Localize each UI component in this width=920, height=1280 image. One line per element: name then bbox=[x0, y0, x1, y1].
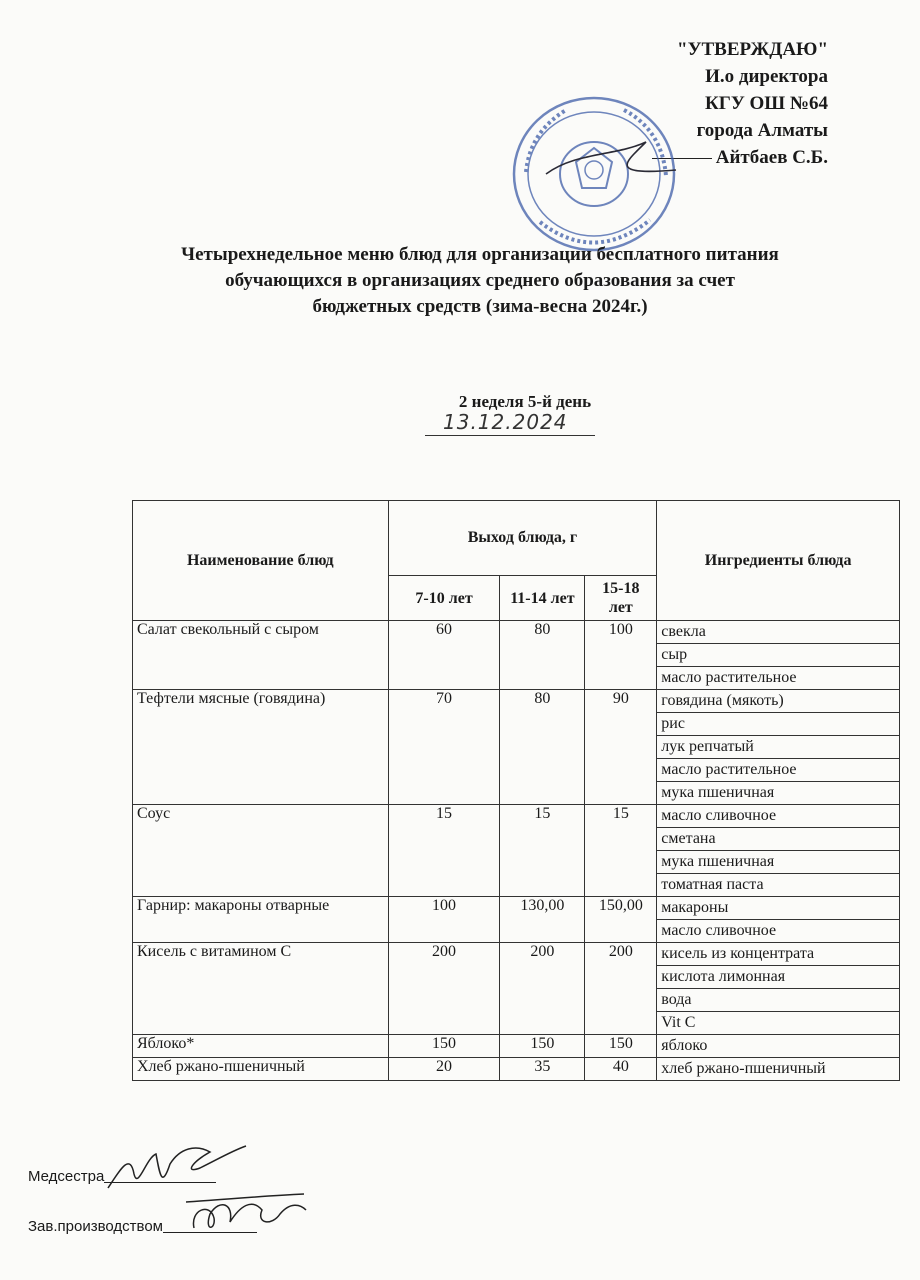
approval-city: города Алматы bbox=[696, 120, 828, 141]
ingredient: рис bbox=[657, 713, 900, 736]
age-group-header: 11-14 лет bbox=[500, 576, 585, 621]
portion-value: 100 bbox=[585, 621, 657, 690]
col-dish-header: Наименование блюд bbox=[133, 501, 389, 621]
table-row bbox=[133, 943, 900, 966]
menu-table bbox=[132, 500, 900, 1081]
portion-value: 15 bbox=[500, 805, 585, 897]
portion-value: 130,00 bbox=[500, 897, 585, 943]
menu-body bbox=[133, 621, 900, 1081]
table-row bbox=[133, 621, 900, 644]
portion-value: 15 bbox=[388, 805, 500, 897]
portion-value: 150 bbox=[388, 1035, 500, 1058]
dish-name: Хлеб ржано-пшеничный bbox=[133, 1058, 389, 1081]
ingredient: масло сливочное bbox=[657, 920, 900, 943]
portion-value: 200 bbox=[585, 943, 657, 1035]
table-row bbox=[133, 690, 900, 713]
portion-value: 90 bbox=[585, 690, 657, 805]
ingredient: вода bbox=[657, 989, 900, 1012]
col-output-header: Выход блюда, г bbox=[388, 501, 657, 576]
ingredient: мука пшеничная bbox=[657, 782, 900, 805]
table-row bbox=[133, 805, 900, 828]
ingredient: лук репчатый bbox=[657, 736, 900, 759]
table-row bbox=[133, 897, 900, 920]
ingredient: макароны bbox=[657, 897, 900, 920]
ingredient: мука пшеничная bbox=[657, 851, 900, 874]
portion-value: 200 bbox=[388, 943, 500, 1035]
approval-org: КГУ ОШ №64 bbox=[704, 93, 828, 114]
ingredient: Vit C bbox=[657, 1012, 900, 1035]
portion-value: 40 bbox=[585, 1058, 657, 1081]
ingredient: масло сливочное bbox=[657, 805, 900, 828]
ingredient: масло растительное bbox=[657, 759, 900, 782]
dish-name: Соус bbox=[133, 805, 389, 897]
ingredient: кисель из концентрата bbox=[657, 943, 900, 966]
ingredient: яблоко bbox=[657, 1035, 900, 1058]
table-row bbox=[133, 1035, 900, 1058]
document-title bbox=[110, 242, 850, 320]
col-ingredients-header: Ингредиенты блюда bbox=[657, 501, 900, 621]
ingredient: сыр bbox=[657, 644, 900, 667]
nurse-label: Медсестра bbox=[28, 1168, 105, 1185]
portion-value: 100 bbox=[388, 897, 500, 943]
week-day: 2 неделя 5-й день bbox=[458, 392, 592, 411]
dish-name: Кисель с витамином С bbox=[133, 943, 389, 1035]
portion-value: 200 bbox=[500, 943, 585, 1035]
portion-value: 35 bbox=[500, 1058, 585, 1081]
dish-name: Яблоко* bbox=[133, 1035, 389, 1058]
portion-value: 20 bbox=[388, 1058, 500, 1081]
title-line: обучающихся в организациях среднего образования за счет bbox=[225, 270, 735, 291]
portion-value: 60 bbox=[388, 621, 500, 690]
ingredient: сметана bbox=[657, 828, 900, 851]
signature-icon bbox=[180, 1184, 310, 1240]
ingredient: масло растительное bbox=[657, 667, 900, 690]
table-row bbox=[133, 1058, 900, 1081]
portion-value: 15 bbox=[585, 805, 657, 897]
age-group-header: 15-18 лет bbox=[585, 576, 657, 621]
header-row bbox=[133, 501, 900, 576]
portion-value: 150,00 bbox=[585, 897, 657, 943]
ingredient: томатная паста bbox=[657, 874, 900, 897]
portion-value: 80 bbox=[500, 690, 585, 805]
production-head-label: Зав.производством bbox=[28, 1218, 163, 1235]
ingredient: хлеб ржано-пшеничный bbox=[657, 1058, 900, 1081]
stamp-icon bbox=[506, 92, 686, 262]
title-line: бюджетных средств (зима-весна 2024г.) bbox=[312, 296, 648, 317]
dish-name: Гарнир: макароны отварные bbox=[133, 897, 389, 943]
approval-name: Айтбаев С.Б. bbox=[715, 147, 828, 168]
handwritten-date: 13.12.2024 bbox=[425, 410, 595, 436]
title-line: Четырехнедельное меню блюд для организации бесплатного питания bbox=[181, 244, 779, 265]
portion-value: 70 bbox=[388, 690, 500, 805]
ingredient: свекла bbox=[657, 621, 900, 644]
portion-value: 150 bbox=[500, 1035, 585, 1058]
portion-value: 80 bbox=[500, 621, 585, 690]
ingredient: говядина (мякоть) bbox=[657, 690, 900, 713]
dish-name: Тефтели мясные (говядина) bbox=[133, 690, 389, 805]
approval-heading: "УТВЕРЖДАЮ" bbox=[677, 39, 828, 60]
ingredient: кислота лимонная bbox=[657, 966, 900, 989]
dish-name: Салат свекольный с сыром bbox=[133, 621, 389, 690]
age-group-header: 7-10 лет bbox=[388, 576, 500, 621]
approval-position: И.о директора bbox=[705, 66, 828, 87]
portion-value: 150 bbox=[585, 1035, 657, 1058]
